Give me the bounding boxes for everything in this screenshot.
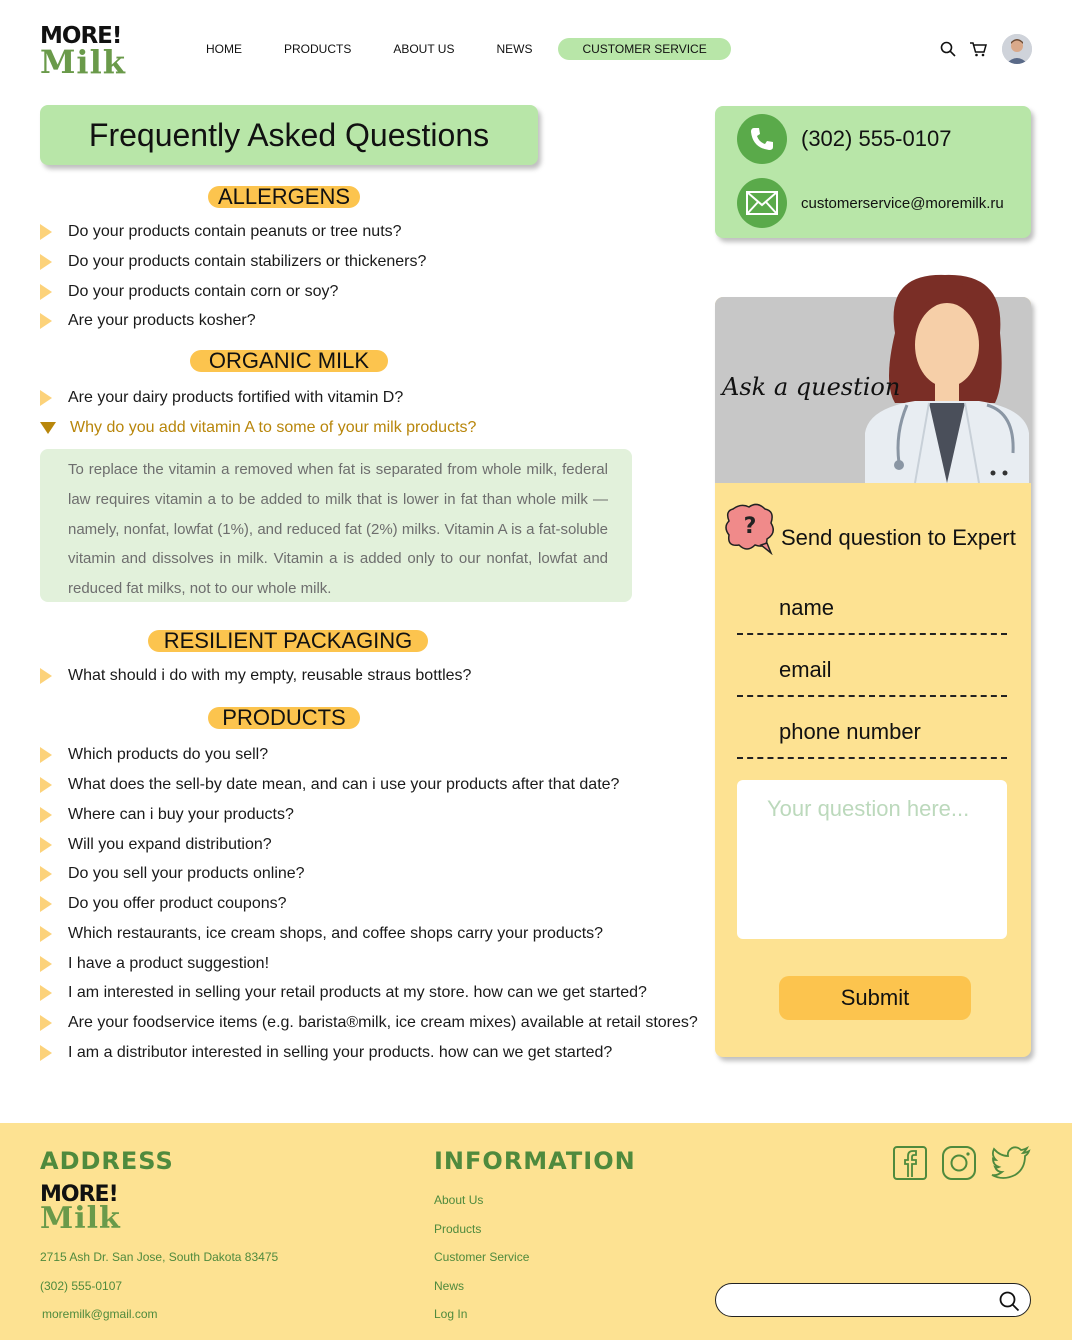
mail-icon <box>737 178 787 228</box>
footer-logo-line1: MORE! <box>40 1182 118 1207</box>
contact-email-row[interactable] <box>737 178 1004 228</box>
question-text: Why do you add vitamin A to some of your milk products? <box>70 419 477 436</box>
question-textarea[interactable]: Your question here... <box>737 780 1007 939</box>
svg-text:?: ? <box>743 514 757 539</box>
footer-address: 2715 Ash Dr. San Jose, South Dakota 83475 <box>40 1250 279 1264</box>
name-field[interactable] <box>737 591 1007 635</box>
nav-products[interactable]: PRODUCTS <box>284 42 352 56</box>
faq-question[interactable] <box>40 834 272 856</box>
faq-question[interactable] <box>40 251 426 273</box>
triangle-right-icon <box>40 777 52 793</box>
faq-question[interactable] <box>40 953 269 975</box>
footer-link-news[interactable]: News <box>434 1279 465 1293</box>
faq-title: Frequently Asked Questions <box>40 105 538 165</box>
triangle-right-icon <box>40 926 52 942</box>
faq-question[interactable] <box>40 893 287 915</box>
footer-link-customer-service[interactable]: Customer Service <box>434 1250 530 1264</box>
search-icon[interactable] <box>938 39 958 59</box>
send-question-row <box>723 501 1016 555</box>
faq-question[interactable] <box>40 1012 698 1034</box>
header-icons <box>928 34 1032 64</box>
section-allergens: ALLERGENS <box>208 186 360 208</box>
triangle-right-icon <box>40 254 52 270</box>
triangle-right-icon <box>40 956 52 972</box>
question-text: Do your products contain corn or soy? <box>68 283 339 300</box>
phone-icon <box>737 114 787 164</box>
submit-button[interactable]: Submit <box>779 976 971 1020</box>
ask-card <box>715 297 1031 1057</box>
nav-about-us[interactable]: ABOUT US <box>393 42 455 56</box>
faq-question[interactable] <box>40 387 403 409</box>
send-question-title: Send question to Expert <box>781 525 1016 550</box>
triangle-right-icon <box>40 866 52 882</box>
faq-question[interactable] <box>40 310 256 332</box>
footer-address-heading: ADDRESS <box>40 1147 174 1175</box>
main-nav <box>190 38 741 60</box>
question-text: I have a product suggestion! <box>68 955 270 972</box>
triangle-right-icon <box>40 1015 52 1031</box>
triangle-right-icon <box>40 313 52 329</box>
question-text: I am a distributor interested in selling your products. how can we get started? <box>68 1044 613 1061</box>
question-text: Are your dairy products fortified with vitamin D? <box>68 389 404 406</box>
nav-home[interactable]: HOME <box>206 42 242 56</box>
question-text: Will you expand distribution? <box>68 836 272 853</box>
question-text: Where can i buy your products? <box>68 806 294 823</box>
triangle-down-icon <box>40 422 56 434</box>
question-text: What does the sell-by date mean, and can i use your products after that date? <box>68 776 620 793</box>
triangle-right-icon <box>40 837 52 853</box>
footer-link-log-in[interactable]: Log In <box>434 1307 468 1321</box>
faq-question[interactable] <box>40 774 619 796</box>
search-icon[interactable] <box>998 1290 1020 1312</box>
triangle-right-icon <box>40 668 52 684</box>
footer-link-about-us[interactable]: About Us <box>434 1193 484 1207</box>
faq-question-open[interactable] <box>40 417 476 439</box>
faq-question[interactable] <box>40 982 647 1004</box>
faq-question[interactable] <box>40 281 338 303</box>
question-text: Are your foodservice items (e.g. barista®milk, ice cream mixes) available at retail stores? <box>68 1014 698 1031</box>
header <box>0 0 1072 100</box>
footer-email[interactable]: moremilk@gmail.com <box>42 1307 158 1321</box>
faq-answer: To replace the vitamin a removed when fat is separated from whole milk, federal law requires vitamin a to be added to milk that is lower in fat than whole milk — namely, nonfat, lowfat (1%), and reduced fat (2%) milks. Vitamin A is a fat-soluble vitamin and dissolves in milk. Vitamin a is added only to our nonfat, lowfat and reduced fat milks, not to our whole milk. <box>40 449 632 602</box>
logo-line1: MORE! <box>40 23 122 49</box>
faq-question[interactable] <box>40 665 471 687</box>
faq-question[interactable] <box>40 923 603 945</box>
triangle-right-icon <box>40 747 52 763</box>
instagram-icon[interactable] <box>941 1145 977 1181</box>
ask-a-question-label: Ask a question <box>722 373 901 401</box>
contact-phone: (302) 555-0107 <box>801 126 952 151</box>
email-field-label: email <box>779 657 832 682</box>
contact-card <box>715 106 1031 238</box>
faq-question[interactable] <box>40 804 294 826</box>
question-text: Are your products kosher? <box>68 312 256 329</box>
triangle-right-icon <box>40 807 52 823</box>
phone-field[interactable] <box>737 715 1007 759</box>
twitter-icon[interactable] <box>991 1145 1031 1181</box>
email-field[interactable] <box>737 653 1007 697</box>
triangle-right-icon <box>40 896 52 912</box>
triangle-right-icon <box>40 390 52 406</box>
footer-search-input[interactable] <box>715 1283 1031 1317</box>
faq-question[interactable] <box>40 744 268 766</box>
triangle-right-icon <box>40 1045 52 1061</box>
nav-news[interactable]: NEWS <box>496 42 533 56</box>
cart-icon[interactable] <box>968 39 988 59</box>
section-resilient-packaging: RESILIENT PACKAGING <box>148 630 428 652</box>
faq-question[interactable] <box>40 221 402 243</box>
footer <box>0 1123 1072 1340</box>
avatar[interactable] <box>1002 34 1032 64</box>
nav-customer-service[interactable]: CUSTOMER SERVICE <box>558 38 730 60</box>
question-text: Which products do you sell? <box>68 746 269 763</box>
footer-phone[interactable]: (302) 555-0107 <box>40 1279 123 1293</box>
faq-question[interactable] <box>40 1042 612 1064</box>
contact-email: customerservice@moremilk.ru <box>801 194 1004 212</box>
question-text: Do you offer product coupons? <box>68 895 287 912</box>
question-text: Do you sell your products online? <box>68 865 305 882</box>
question-text: Do your products contain peanuts or tree nuts? <box>68 223 402 240</box>
question-bubble-icon <box>723 501 777 555</box>
phone-field-label: phone number <box>779 719 921 744</box>
footer-link-products[interactable]: Products <box>434 1222 482 1236</box>
footer-logo[interactable] <box>40 1182 121 1236</box>
section-organic-milk: ORGANIC MILK <box>190 350 388 372</box>
contact-phone-row[interactable] <box>737 114 951 164</box>
name-field-label: name <box>779 595 835 620</box>
question-text: I am interested in selling your retail products at my store. how can we get started? <box>68 984 647 1001</box>
logo-line2: Milk <box>40 43 126 81</box>
footer-logo-line2: Milk <box>40 1201 121 1236</box>
triangle-right-icon <box>40 284 52 300</box>
question-text: What should i do with my empty, reusable straus bottles? <box>68 667 472 684</box>
faq-question[interactable] <box>40 863 305 885</box>
section-products: PRODUCTS <box>208 707 360 729</box>
triangle-right-icon <box>40 224 52 240</box>
facebook-icon[interactable] <box>892 1145 928 1181</box>
question-text: Do your products contain stabilizers or thickeners? <box>68 253 427 270</box>
triangle-right-icon <box>40 985 52 1001</box>
question-text: Which restaurants, ice cream shops, and coffee shops carry your products? <box>68 925 604 942</box>
footer-info-heading: INFORMATION <box>434 1147 636 1175</box>
logo[interactable] <box>40 23 145 81</box>
